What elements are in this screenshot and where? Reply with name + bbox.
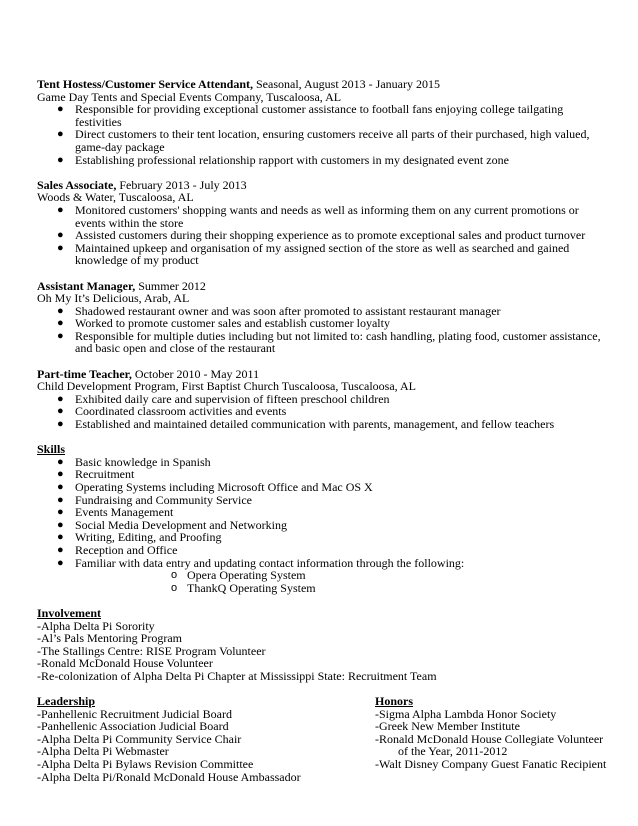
list-item: -Ronald McDonald House Collegiate Volunteer of the Year, 2011-2012 — [375, 731, 604, 759]
list-item: ● Responsible for multiple duties including but not limited to: cash handling, plating food, customer assistance, and basic open and close of the restaurant — [57, 328, 601, 356]
list-item: -Greek New Member Institute — [375, 719, 520, 734]
bullet-icon: ● — [57, 543, 64, 556]
list-item: -Panhellenic Association Judicial Board — [37, 719, 229, 734]
bullet-icon: ● — [57, 531, 64, 544]
list-item: ● Writing, Editing, and Proofing — [57, 530, 222, 545]
bullet-icon: ● — [57, 153, 64, 166]
skills-section — [37, 443, 608, 594]
job-employer: Oh My It’s Delicious, Arab, AL — [37, 291, 190, 306]
bullet-icon: ● — [57, 392, 64, 405]
list-item: ● Exhibited daily care and supervision of fifteen preschool children — [57, 391, 390, 406]
job-entry — [37, 280, 608, 356]
list-item: ● Established and maintained detailed communication with parents, management, and fellow teachers — [57, 417, 555, 432]
list-item: o ThankQ Operating System — [171, 580, 316, 595]
list-item: -Walt Disney Company Guest Fanatic Recipient — [375, 757, 607, 772]
list-item: -Sigma Alpha Lambda Honor Society — [375, 706, 557, 721]
bullet-icon: ● — [57, 481, 64, 493]
list-item: ● Operating Systems including Microsoft Office and Mac OS X — [57, 480, 373, 494]
job-entry — [37, 78, 608, 166]
list-item: ● Maintained upkeep and organisation of my assigned section of the store as well as searched and gained knowledge of my product — [57, 240, 570, 268]
bullet-icon: ● — [57, 241, 64, 254]
list-item: -Alpha Delta Pi Community Service Chair — [37, 731, 242, 746]
sub-bullet-icon: o — [171, 569, 178, 582]
job-heading — [37, 78, 608, 91]
list-item: ● Direct customers to their tent location, ensuring customers receive all parts of their purchased, high valued, game-day package — [57, 127, 590, 154]
bullet-icon: ● — [57, 128, 64, 141]
list-item: ● Shadowed restaurant owner and was soon after promoted to assistant restaurant manager — [57, 303, 501, 318]
list-item: ● Establishing professional relationship rapport with customers in my designated event zone — [57, 152, 509, 167]
job-title: Part-time Teacher, — [37, 366, 132, 381]
list-item: ● Coordinated classroom activities and events — [57, 404, 287, 419]
job-dates: Summer 2012 — [135, 278, 206, 293]
job-bullets — [37, 305, 608, 355]
list-item: -Re-colonization of Alpha Delta Pi Chapter at Mississippi State: Recruitment Team — [37, 668, 437, 683]
job-dates: Seasonal, August 2013 - January 2015 — [253, 77, 440, 91]
job-bullets — [37, 393, 608, 431]
leadership-honors-columns — [37, 695, 608, 783]
skills-list — [37, 456, 608, 569]
bullet-icon: ● — [57, 317, 64, 330]
list-item: ● Familiar with data entry and updating contact information through the following: — [57, 555, 465, 570]
bullet-icon: ● — [57, 556, 64, 569]
job-dates: February 2013 - July 2013 — [116, 177, 247, 192]
list-item: -Alpha Delta Pi/Ronald McDonald House Ambassador — [37, 769, 301, 784]
bullet-icon: ● — [57, 455, 64, 468]
list-item: ● Fundraising and Community Service — [57, 492, 252, 507]
skills-sublist — [37, 569, 608, 594]
list-item: ● Responsible for providing exceptional customer assistance to football fans enjoying college tailgating festivities — [57, 102, 564, 129]
list-item: -The Stallings Centre: RISE Program Volunteer — [37, 643, 266, 658]
list-item: ● Social Media Development and Networking — [57, 517, 287, 532]
list-item: -Alpha Delta Pi Webmaster — [37, 744, 169, 759]
bullet-icon: ● — [57, 103, 64, 116]
section-title: Honors — [375, 694, 414, 709]
list-item: -Alpha Delta Pi Bylaws Revision Committee — [37, 757, 254, 772]
section-title: Involvement — [37, 605, 101, 620]
list-item: ● Assisted customers during their shopping experience as to promote exceptional sales and product turnover — [57, 228, 586, 243]
list-item: ● Events Management — [57, 505, 174, 520]
involvement-section — [37, 607, 608, 683]
bullet-icon: ● — [57, 329, 64, 342]
job-bullets — [37, 103, 608, 166]
list-item: ● Monitored customers' shopping wants and needs as well as informing them on any current promotions or events within the store — [57, 202, 579, 230]
bullet-icon: ● — [57, 468, 64, 481]
list-item: ● Reception and Office — [57, 542, 178, 557]
job-dates: October 2010 - May 2011 — [131, 366, 260, 381]
list-item: -Al’s Pals Mentoring Program — [37, 631, 182, 646]
job-employer: Child Development Program, First Baptist Church Tuscaloosa, Tuscaloosa, AL — [37, 379, 417, 394]
bullet-icon: ● — [57, 518, 64, 531]
list-item: o Opera Operating System — [171, 568, 306, 583]
bullet-icon: ● — [57, 493, 64, 506]
bullet-icon: ● — [57, 203, 64, 216]
job-bullets — [37, 204, 608, 267]
bullet-icon: ● — [57, 405, 64, 418]
list-item: -Ronald McDonald House Volunteer — [37, 656, 213, 671]
list-item: ● Basic knowledge in Spanish — [57, 454, 211, 469]
bullet-icon: ● — [57, 229, 64, 242]
section-title: Skills — [37, 442, 66, 457]
list-item: -Alpha Delta Pi Sorority — [37, 618, 155, 633]
section-title: Leadership — [37, 694, 96, 709]
job-employer: Game Day Tents and Special Events Company, Tuscaloosa, AL — [37, 89, 342, 104]
job-title: Sales Associate, — [37, 177, 117, 192]
list-item: ● Worked to promote customer sales and establish customer loyalty — [57, 316, 390, 331]
job-entry — [37, 179, 608, 267]
job-employer: Woods & Water, Tuscaloosa, AL — [37, 190, 194, 205]
bullet-icon: ● — [57, 304, 64, 317]
bullet-icon: ● — [57, 418, 64, 431]
job-title: Assistant Manager, — [37, 278, 136, 293]
list-item: ● Recruitment — [57, 467, 135, 482]
job-entry — [37, 368, 608, 431]
job-title: Tent Hostess/Customer Service Attendant, — [37, 77, 253, 91]
bullet-icon: ● — [57, 506, 64, 519]
honors-section — [375, 695, 608, 783]
leadership-section — [37, 695, 375, 783]
list-item: -Panhellenic Recruitment Judicial Board — [37, 706, 232, 721]
sub-bullet-icon: o — [171, 581, 178, 594]
